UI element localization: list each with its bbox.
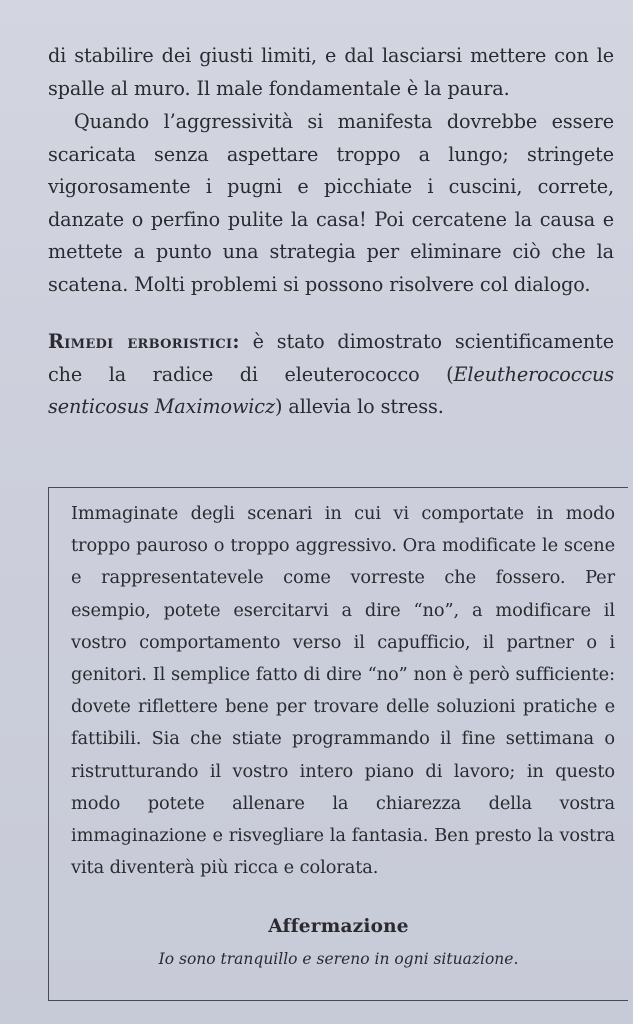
paragraph-continued: di stabilire dei giusti limiti, e dal lasciarsi mettere con le spalle al muro. Il male fondamentale è la paura. [48, 44, 614, 100]
affirmation-title: Affermazione [268, 916, 409, 937]
remedies-latin-name: Eleutherococcus senticosus Maximowicz [48, 362, 614, 419]
paragraph-herbal-remedies [48, 326, 614, 424]
exercise-text: Immaginate degli scenari in cui vi comportate in modo troppo pauroso o troppo aggressivo. Ora modificate le scene e rappresentatevele come vorreste che fossero. Per esempio, potete esercitarvi a dire “no”, a modificare il vostro comportamento verso il capufficio, il partner o i genitori. Il semplice fatto di dire “no” non è però sufficiente: dovete riflettere bene per trovare delle soluzioni pratiche e fattibili. Sia che stiate programmando il fine settimana o ristrutturando il vostro intero piano di lavoro; in questo modo potete allenare la chiarezza della vostra immaginazione e risvegliare la fantasia. Ben presto la vostra vita diventerà più ricca e colorata. [71, 503, 615, 879]
remedies-text-before: è stato dimostrato scientificamente che la radice di eleuterococco ( [48, 330, 614, 386]
affirmation-text: Io sono tranquillo e sereno in ogni situazione. [158, 950, 519, 968]
remedies-label: Rimedi erboristici: [48, 330, 240, 353]
exercise-box [48, 487, 628, 1001]
paragraph-aggression: Quando l’aggressività si manifesta dovrebbe essere scaricata senza aspettare troppo a lungo; stringete vigorosamente i pugni e picchiate i cuscini, correte, danzate o perfino pulite la casa! Poi cercatene la causa e mettete a punto una strategia per eliminare ciò che la scatena. Molti problemi si possono risolvere col dialogo. [48, 110, 614, 296]
remedies-text-after: ) allevia lo stress. [274, 395, 444, 419]
